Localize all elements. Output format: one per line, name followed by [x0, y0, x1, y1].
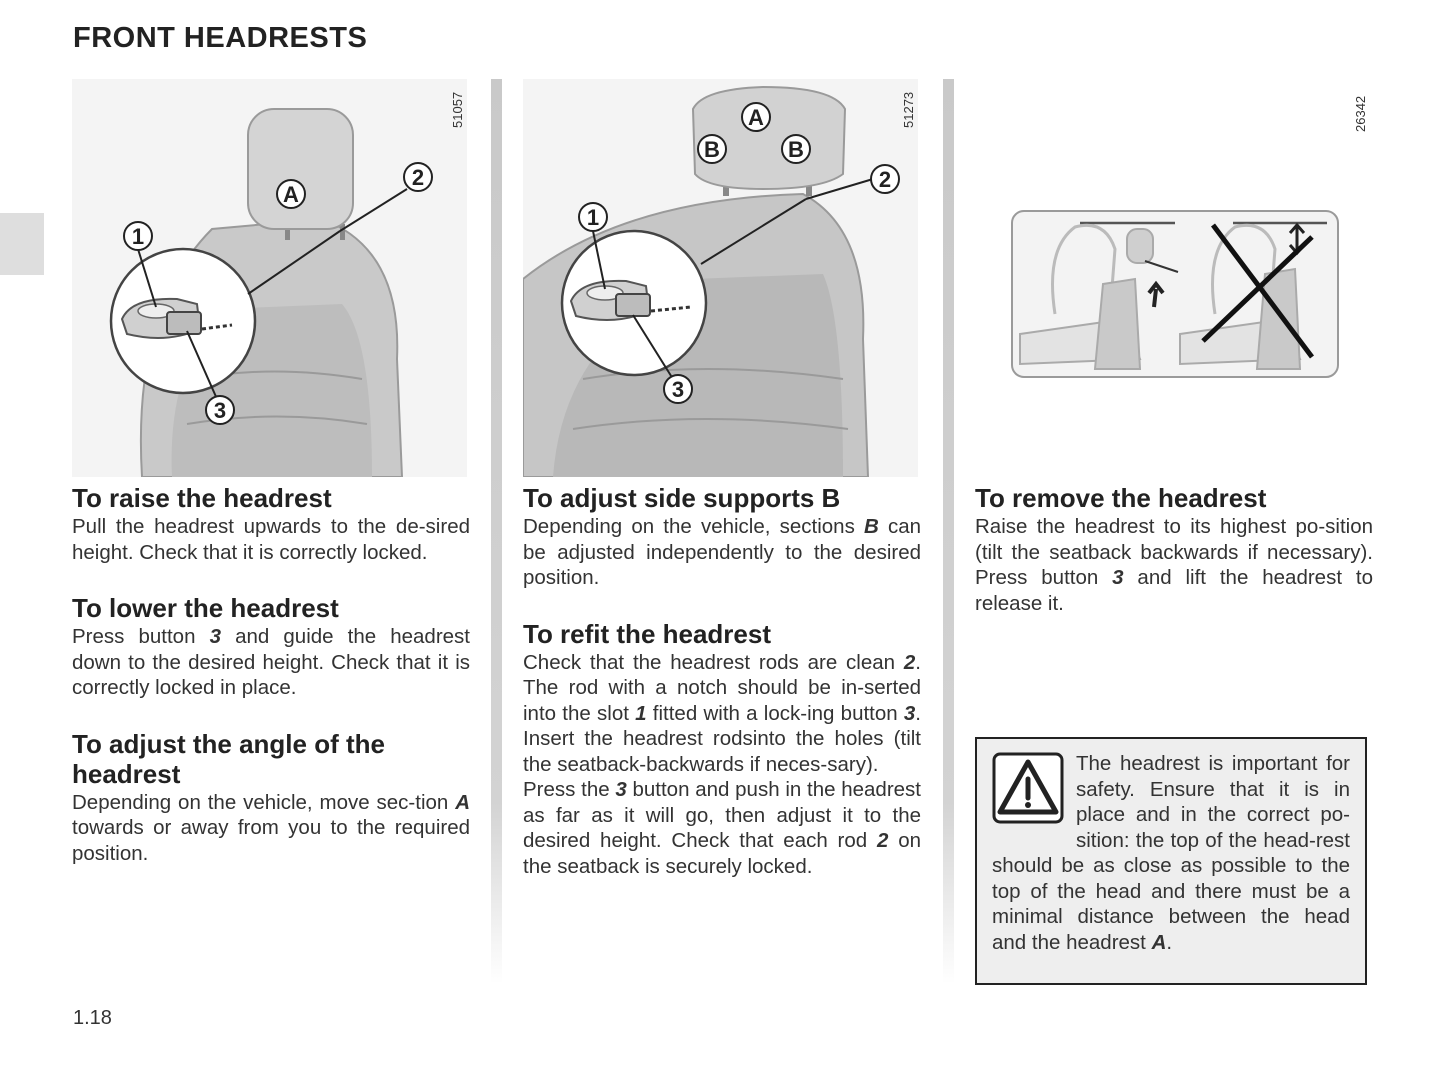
- section-body: Depending on the vehicle, move sec-tion A towards or away from you to the required position.: [72, 790, 470, 865]
- callout-b: B: [704, 137, 720, 162]
- callout-b: B: [788, 137, 804, 162]
- callout-3: 3: [213, 398, 227, 423]
- column-divider: [491, 79, 502, 984]
- figure-ref: 51057: [450, 91, 465, 128]
- callout-a: A: [748, 105, 764, 130]
- section-title: To adjust side supports B: [523, 483, 841, 513]
- chapter-tab: [0, 213, 44, 275]
- section-body-continued: Press the 3 button and push in the headrest as far as it will go, then adjust it to the desired height. Check that each rod 2 on the seatback is securely locked.: [523, 778, 921, 878]
- column-2: [523, 483, 921, 907]
- section-remove-headrest: [975, 483, 1373, 616]
- section-body: Press button 3 and guide the headrest down to the desired height. Check that it is correctly locked in place.: [72, 625, 471, 699]
- section-raise-headrest: [72, 483, 470, 565]
- section-body: Depending on the vehicle, sections B can be adjusted independently to the desired position.: [523, 515, 922, 589]
- column-1: [72, 483, 470, 894]
- callout-1: 1: [586, 205, 600, 230]
- callout-2: 2: [878, 167, 892, 192]
- section-lower-headrest: [72, 593, 470, 701]
- section-body: Check that the headrest rods are clean 2. The rod with a notch should be in-serted into the slot 1 fitted with a lock-ing button 3. Insert the headrest rodsinto the holes (tilt the seatback-backwards if neces-sary).: [523, 650, 921, 776]
- callout-2: 2: [411, 165, 425, 190]
- figure-ref: 51273: [901, 91, 916, 128]
- callout-1: 1: [131, 224, 145, 249]
- column-divider: [943, 79, 954, 984]
- section-body: Raise the headrest to its highest po-sition (tilt the seatback backwards if necessary). Press button 3 and lift the headrest to release it.: [975, 515, 1373, 615]
- warning-text: The headrest is important for safety. Ensure that it is in place and in the correct po-sition: the top of the head-rest should be as close as possible to the top of the head and there must be a minimal distance between the head and the headrest A.: [992, 752, 1350, 954]
- warning-box: [975, 737, 1367, 985]
- page-title: FRONT HEADRESTS: [73, 22, 368, 54]
- figure-headrest-position: [975, 79, 1370, 477]
- section-title: To remove the headrest: [975, 483, 1267, 513]
- column-3: [975, 483, 1373, 644]
- section-adjust-angle: [72, 729, 470, 867]
- warning-triangle-icon: [992, 752, 1064, 824]
- figure-raise-headrest: [72, 79, 467, 477]
- callout-3: 3: [671, 377, 685, 402]
- section-title: To raise the headrest: [72, 483, 332, 513]
- section-side-supports: [523, 483, 921, 591]
- figure-ref: 26342: [1353, 95, 1368, 132]
- section-body: Pull the headrest upwards to the de-sired height. Check that it is correctly locked.: [72, 515, 470, 564]
- figure-side-supports: [523, 79, 918, 477]
- section-title: To lower the headrest: [72, 593, 339, 623]
- page-number: 1.18: [73, 1007, 112, 1029]
- section-refit-headrest: [523, 619, 921, 880]
- callout-a: A: [283, 182, 299, 207]
- section-title: To adjust the angle of the headrest: [72, 728, 385, 789]
- section-title: To refit the headrest: [523, 618, 772, 649]
